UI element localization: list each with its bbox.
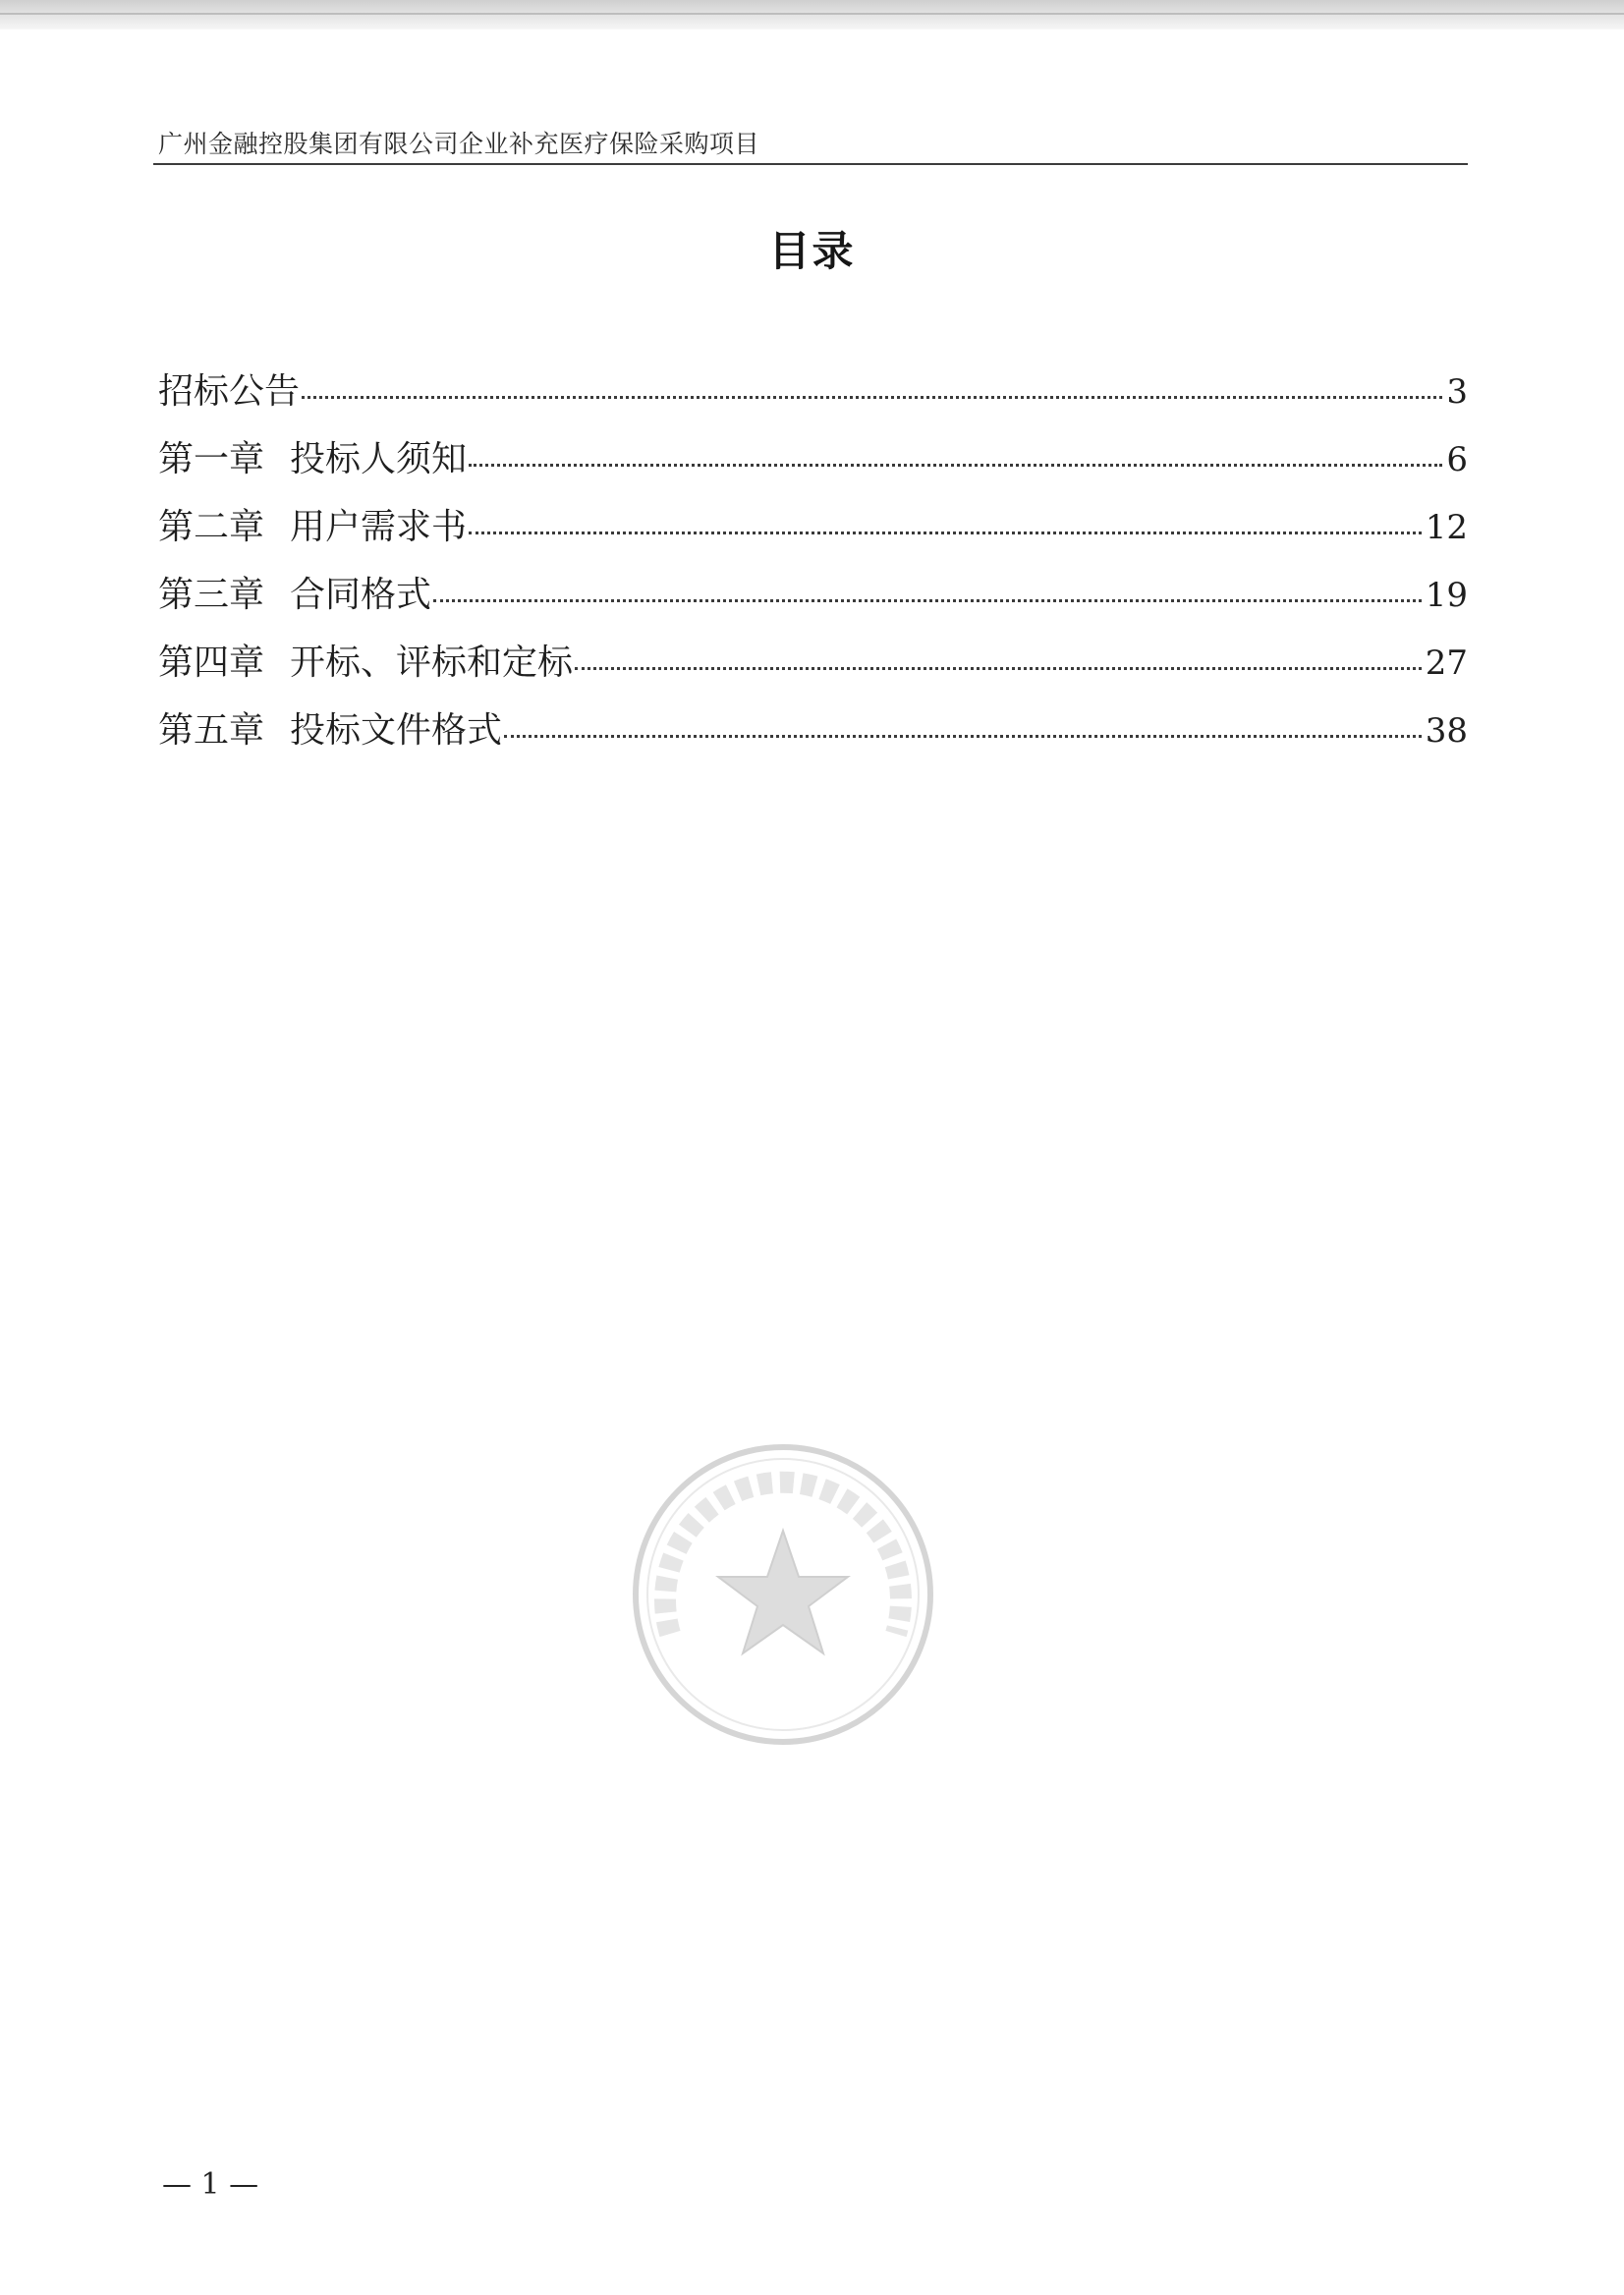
toc-entry-label: 招标公告 xyxy=(158,371,301,412)
toc-entry-page: 27 xyxy=(1425,644,1468,683)
toc-entry-label: 用户需求书 xyxy=(290,507,468,547)
toc-entry[interactable] xyxy=(158,629,1468,697)
toc-entry-label: 开标、评标和定标 xyxy=(290,643,574,683)
toc-entry-page: 38 xyxy=(1425,711,1468,751)
toc-entry-chapter: 第三章 xyxy=(158,575,265,615)
scan-edge-line xyxy=(0,13,1624,15)
toc-entry-label: 合同格式 xyxy=(290,575,432,615)
toc-dot-leader xyxy=(469,532,1422,534)
toc-entry-label: 投标人须知 xyxy=(290,439,468,479)
toc-entry-label: 投标文件格式 xyxy=(290,710,503,751)
toc-title: 目录 xyxy=(768,227,856,275)
toc-dot-leader xyxy=(504,735,1422,738)
toc-entry-page: 3 xyxy=(1446,372,1468,412)
toc-entry-chapter: 第一章 xyxy=(158,439,265,479)
toc-entry-page: 6 xyxy=(1446,440,1468,479)
page-number: — 1 — xyxy=(162,2167,259,2202)
toc-dot-leader xyxy=(575,667,1422,670)
official-seal xyxy=(626,1437,940,1752)
toc-dot-leader xyxy=(433,599,1422,602)
toc-entry[interactable] xyxy=(158,697,1468,764)
toc-dot-leader xyxy=(469,464,1442,467)
toc-entry-chapter: 第四章 xyxy=(158,643,265,683)
toc-entry-chapter: 第五章 xyxy=(158,710,265,751)
toc-entry-chapter: 第二章 xyxy=(158,507,265,547)
scan-edge-band xyxy=(0,0,1624,29)
toc-entry[interactable] xyxy=(158,425,1468,493)
table-of-contents xyxy=(158,358,1468,764)
toc-dot-leader xyxy=(302,396,1442,399)
header-divider xyxy=(153,163,1468,165)
toc-entry[interactable] xyxy=(158,561,1468,629)
toc-entry[interactable] xyxy=(158,493,1468,561)
toc-entry[interactable] xyxy=(158,358,1468,425)
toc-entry-page: 19 xyxy=(1425,576,1468,615)
seal-star-icon xyxy=(718,1531,848,1653)
toc-entry-page: 12 xyxy=(1425,508,1468,547)
document-header-title: 广州金融控股集团有限公司企业补充医疗保险采购项目 xyxy=(158,130,760,158)
